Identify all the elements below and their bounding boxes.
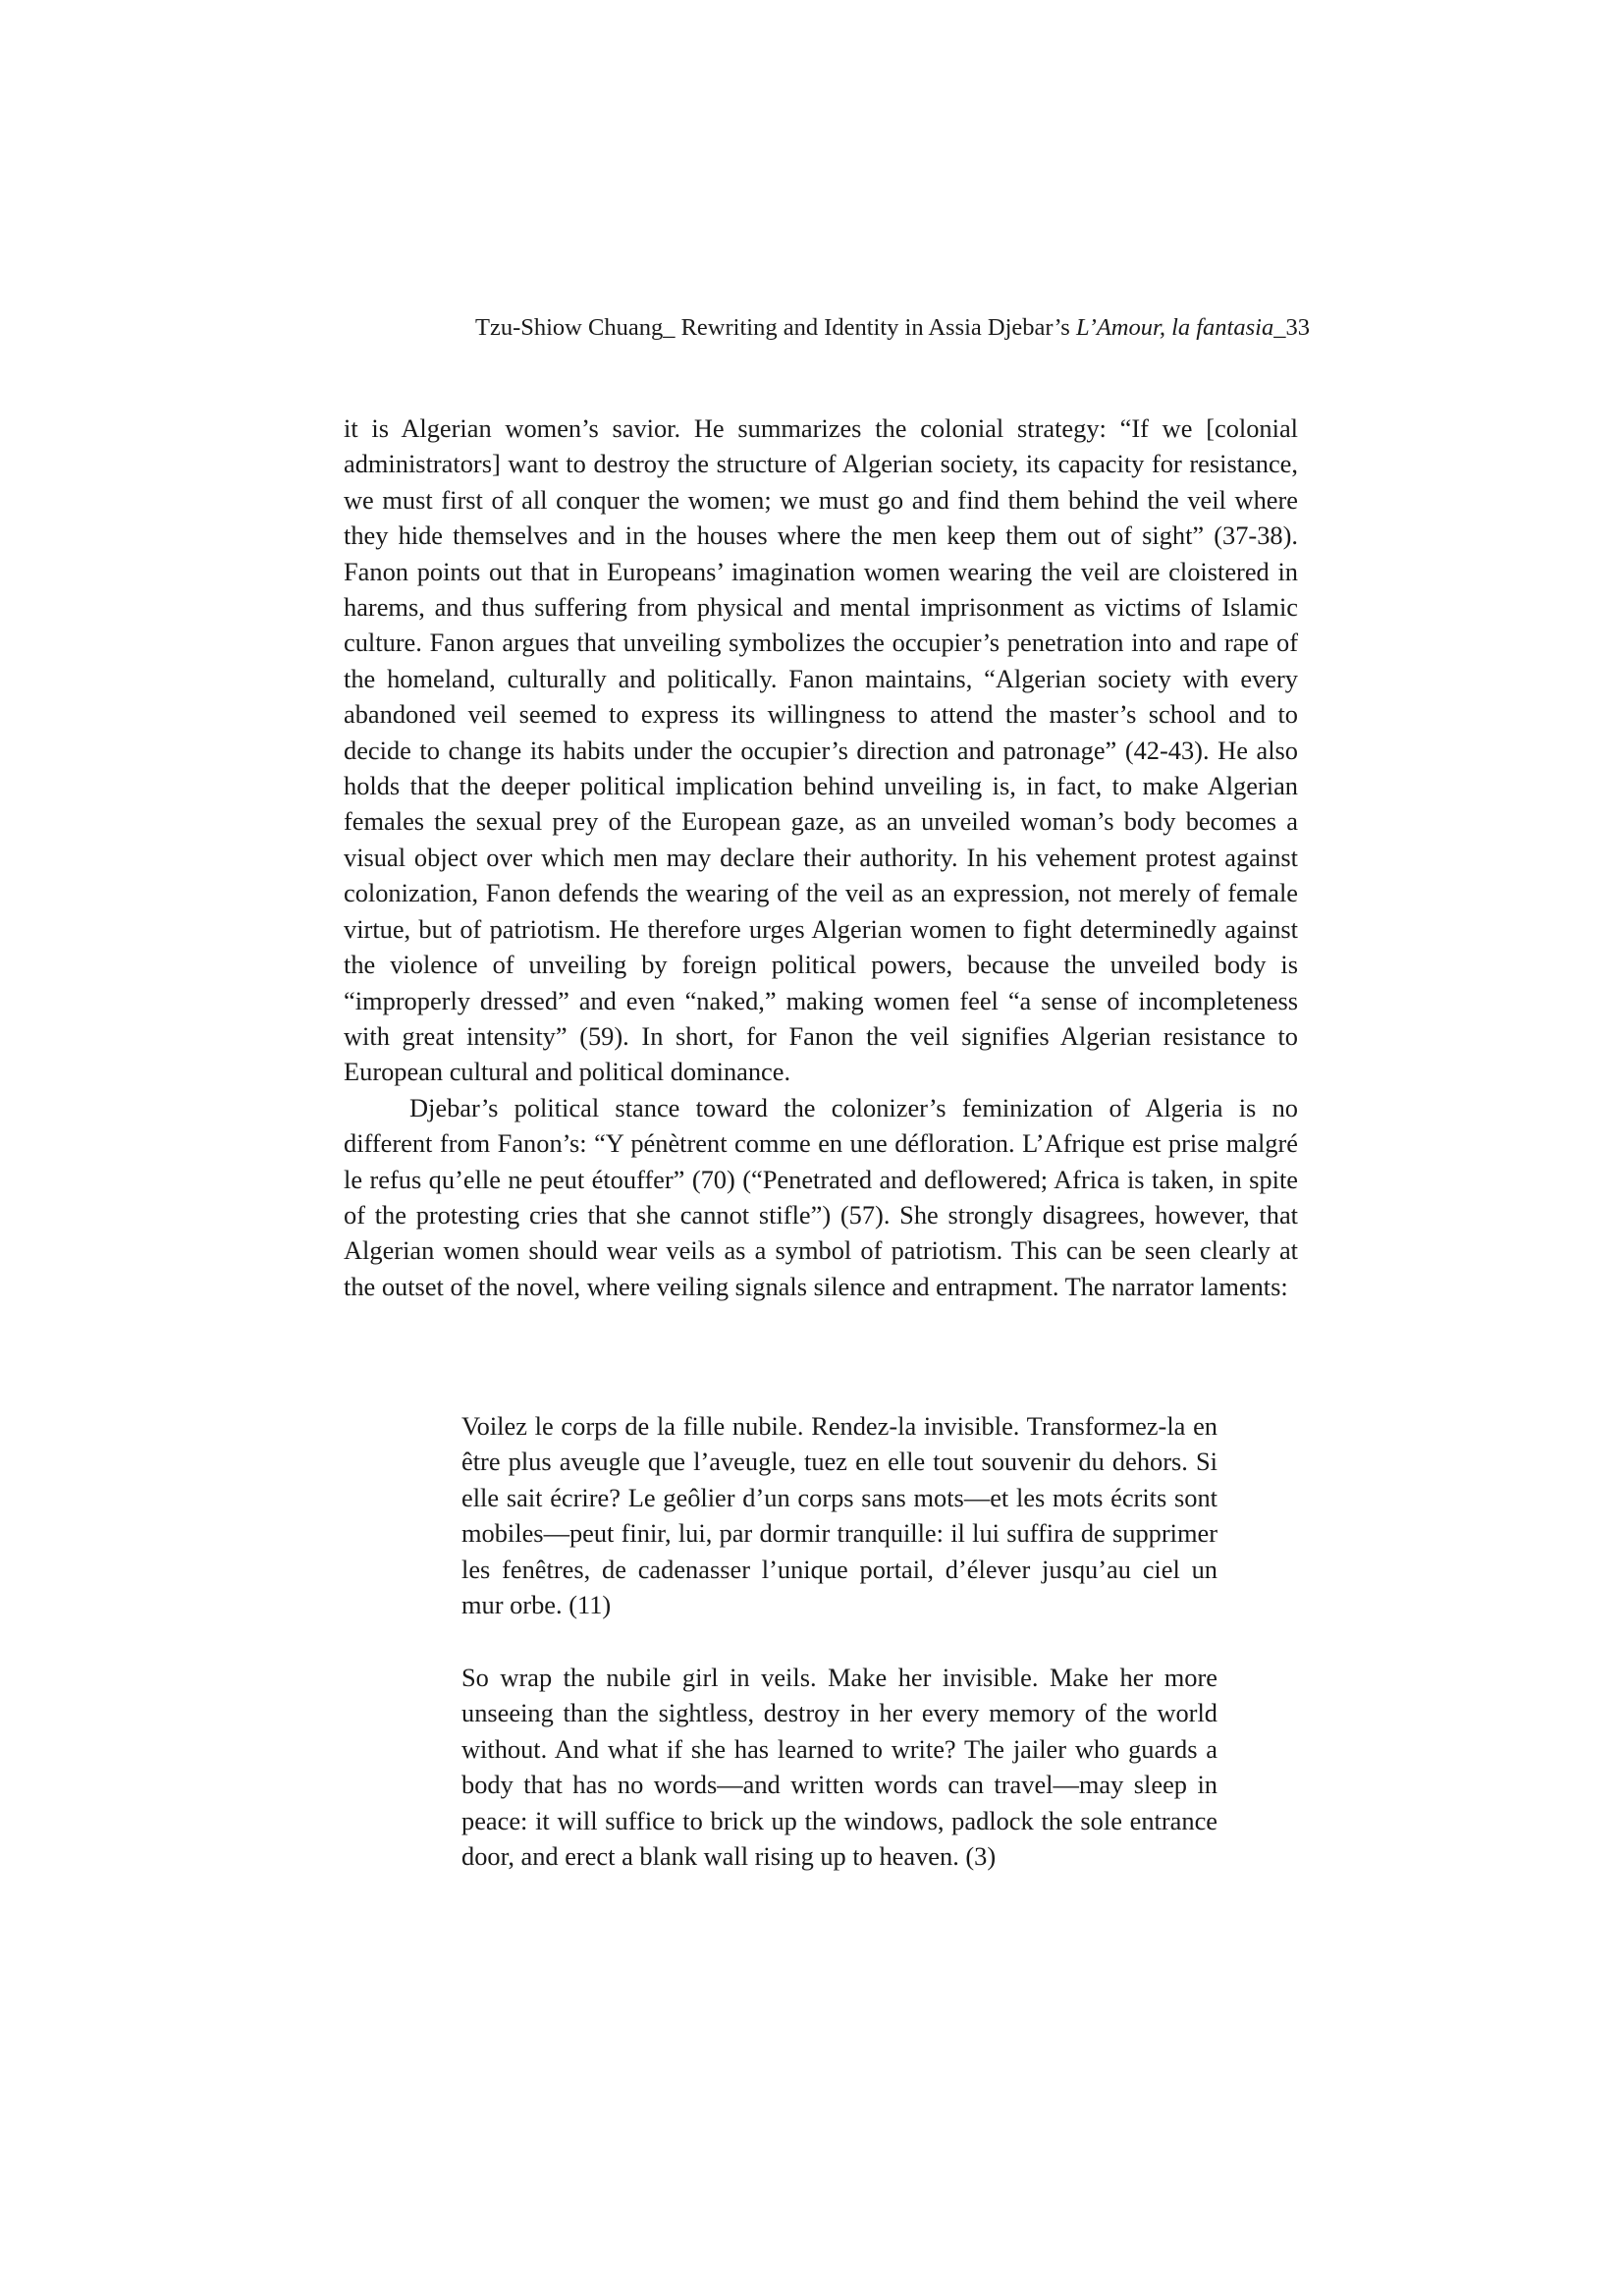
header-author-title: Tzu-Shiow Chuang_ Rewriting and Identity in Assia Djebar’s [475, 314, 1076, 341]
block-quote-french: Voilez le corps de la fille nubile. Rendez-la invisible. Transformez-la en être plus aveugle que l’aveugle, tuez en elle tout souvenir du dehors. Si elle sait écrire? Le geôlier d’un corps sans mots—et les mots écrits sont mobiles—peut finir, lui, par dormir tranquille: il lui suffira de supprimer les fenêtres, de cadenasser l’unique portail, d’élever jusqu’au ciel un mur orbe. (11) [461, 1411, 1217, 1620]
header-book-title: L’Amour, la fantasia [1075, 314, 1274, 341]
paragraph-fanon: it is Algerian women’s savior. He summarizes the colonial strategy: “If we [colonial administrators] want to destroy the structure of Algerian society, its capacity for resistance, we must first of all conquer the women; we must go and find them behind the veil where they hide themselves and in the houses where the men keep them out of sight” (37-38). Fanon points out that in Europeans’ imagination women wearing the veil are cloistered in harems, and thus suffering from physical and mental imprisonment as victims of Islamic culture. Fanon argues that unveiling symbolizes the occupier’s penetration into and rape of the homeland, culturally and politically. Fanon maintains, “Algerian society with every abandoned veil seemed to express its willingness to attend the master’s school and to decide to change its habits under the occupier’s direction and patronage” (42-43). He also holds that the deeper political implication behind unveiling is, in fact, to make Algerian females the sexual prey of the European gaze, as an unveiled woman’s body becomes a visual object over which men may declare their authority. In his vehement protest against colonization, Fanon defends the wearing of the veil as an expression, not merely of female virtue, but of patriotism. He therefore urges Algerian women to fight determinedly against the violence of unveiling by foreign political powers, because the unveiled body is “improperly dressed” and even “naked,” making women feel “a sense of incompleteness with great intensity” (59). In short, for Fanon the veil signifies Algerian resistance to European cultural and political dominance. [344, 413, 1298, 1087]
paragraph-djebar-stance: Djebar’s political stance toward the colonizer’s feminization of Algeria is no different from Fanon’s: “Y pénètrent comme en une défloration. L’Afrique est prise malgré le refus qu’elle ne peut étouffer” (70) (“Penetrated and deflowered; Africa is taken, in spite of the protesting cries that she cannot stifle”) (57). She strongly disagrees, however, that Algerian women should wear veils as a symbol of patriotism. This can be seen clearly at the outset of the novel, where veiling signals silence and entrapment. The narrator laments: [344, 1092, 1298, 1301]
body-text [344, 410, 1298, 1304]
running-header [475, 312, 1310, 344]
page-number: _33 [1273, 314, 1310, 341]
block-quote-english: So wrap the nubile girl in veils. Make her invisible. Make her more unseeing than the sightless, destroy in her every memory of the world without. And what if she has learned to write? The jailer who guards a body that has no words—and written words can travel—may sleep in peace: it will suffice to brick up the windows, padlock the sole entrance door, and erect a blank wall rising up to heaven. (3) [461, 1663, 1217, 1872]
